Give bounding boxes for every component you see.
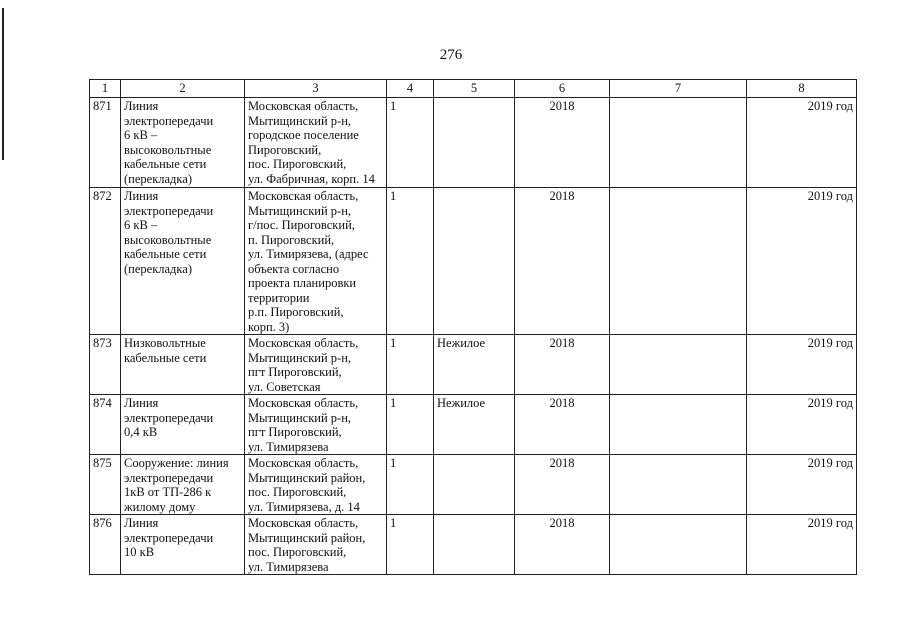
object-name: Низковольтные кабельные сети [121, 335, 245, 395]
object-name: Линия электропередачи 0,4 кВ [121, 395, 245, 455]
column-header: 7 [610, 80, 747, 98]
table-header-row [90, 80, 857, 98]
object-address: Московская область, Мытищинский р-н, городское поселение Пироговский, пос. Пироговский, ул. Фабричная, корп. 14 [245, 98, 387, 188]
object-quantity: 1 [387, 335, 434, 395]
object-name: Линия электропередачи 10 кВ [121, 515, 245, 575]
object-name: Линия электропередачи 6 кВ – высоковольтные кабельные сети (перекладка) [121, 188, 245, 335]
table-row [90, 335, 857, 395]
object-year: 2018 [515, 335, 610, 395]
object-purpose [434, 98, 515, 188]
object-quantity: 1 [387, 515, 434, 575]
object-col7 [610, 335, 747, 395]
page-number: 276 [439, 47, 463, 63]
object-address: Московская область, Мытищинский р-н, пгт Пироговский, ул. Тимирязева [245, 395, 387, 455]
object-year: 2018 [515, 455, 610, 515]
object-year: 2018 [515, 395, 610, 455]
registry-table [89, 79, 857, 575]
table-row [90, 188, 857, 335]
object-year: 2018 [515, 98, 610, 188]
table-row [90, 515, 857, 575]
object-quantity: 1 [387, 188, 434, 335]
object-name: Линия электропередачи 6 кВ – высоковольтные кабельные сети (перекладка) [121, 98, 245, 188]
object-term: 2019 год [747, 188, 857, 335]
object-col7 [610, 515, 747, 575]
object-address: Московская область, Мытищинский р-н, г/пос. Пироговский, п. Пироговский, ул. Тимирязева, (адрес объекта согласно проекта планировки территории р.п. Пироговский, корп. 3) [245, 188, 387, 335]
row-number: 876 [90, 515, 121, 575]
column-header: 4 [387, 80, 434, 98]
column-header: 2 [121, 80, 245, 98]
table-row [90, 395, 857, 455]
object-col7 [610, 98, 747, 188]
object-name: Сооружение: линия электропередачи 1кВ от ТП-286 к жилому дому [121, 455, 245, 515]
column-header: 6 [515, 80, 610, 98]
object-term: 2019 год [747, 98, 857, 188]
object-col7 [610, 395, 747, 455]
scan-edge-mark [2, 8, 4, 160]
object-year: 2018 [515, 188, 610, 335]
table-row [90, 455, 857, 515]
object-purpose [434, 515, 515, 575]
table-row [90, 98, 857, 188]
row-number: 875 [90, 455, 121, 515]
column-header: 3 [245, 80, 387, 98]
row-number: 873 [90, 335, 121, 395]
object-term: 2019 год [747, 395, 857, 455]
row-number: 872 [90, 188, 121, 335]
object-term: 2019 год [747, 455, 857, 515]
object-purpose: Нежилое [434, 395, 515, 455]
object-purpose [434, 455, 515, 515]
row-number: 871 [90, 98, 121, 188]
object-address: Московская область, Мытищинский р-н, пгт Пироговский, ул. Советская [245, 335, 387, 395]
object-quantity: 1 [387, 395, 434, 455]
object-purpose [434, 188, 515, 335]
object-address: Московская область, Мытищинский район, пос. Пироговский, ул. Тимирязева, д. 14 [245, 455, 387, 515]
object-purpose: Нежилое [434, 335, 515, 395]
object-address: Московская область, Мытищинский район, пос. Пироговский, ул. Тимирязева [245, 515, 387, 575]
row-number: 874 [90, 395, 121, 455]
object-term: 2019 год [747, 335, 857, 395]
object-col7 [610, 455, 747, 515]
object-quantity: 1 [387, 455, 434, 515]
object-col7 [610, 188, 747, 335]
object-quantity: 1 [387, 98, 434, 188]
object-year: 2018 [515, 515, 610, 575]
column-header: 8 [747, 80, 857, 98]
object-term: 2019 год [747, 515, 857, 575]
column-header: 5 [434, 80, 515, 98]
column-header: 1 [90, 80, 121, 98]
